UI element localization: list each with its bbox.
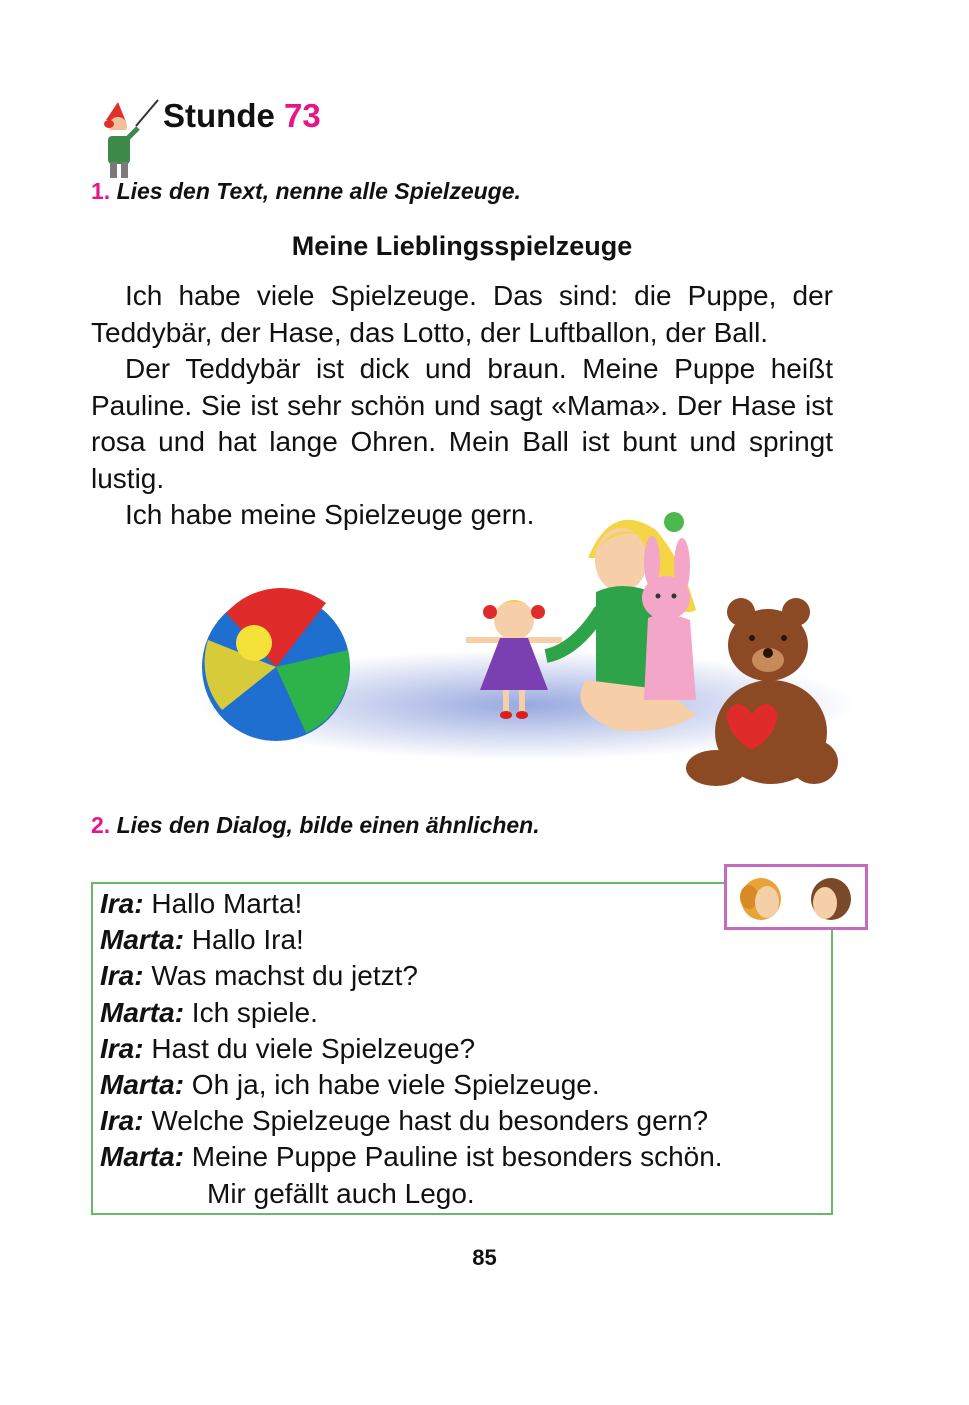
speaker-name: Ira: bbox=[100, 1032, 144, 1064]
dialog-text: Hallo Ira! bbox=[184, 924, 304, 956]
speaker-name: Marta: bbox=[100, 1069, 185, 1101]
speaker-name: Marta: bbox=[100, 1141, 185, 1173]
page-title bbox=[163, 96, 321, 136]
dialog-line bbox=[100, 1067, 820, 1103]
reading-paragraph-2: Der Teddybär ist dick und braun. Meine Puppe heißt Pauline. Sie ist sehr schön und sagt «Mama». Der Hase ist rosa und hat lange Ohren. Mein Ball ist bunt und springt lustig. bbox=[91, 353, 833, 494]
task-1-number: 1. bbox=[91, 178, 111, 204]
task-1-instruction bbox=[91, 177, 521, 205]
dialog-line bbox=[100, 1139, 820, 1175]
dialog-text: Hallo Marta! bbox=[143, 888, 303, 919]
dialog-text: Was machst du jetzt? bbox=[143, 960, 418, 992]
speaker-name: Marta: bbox=[100, 924, 185, 956]
dialog-continuation: Mir gefällt auch Lego. bbox=[207, 1177, 475, 1209]
task-1-text: Lies den Text, nenne alle Spielzeuge. bbox=[116, 178, 521, 204]
reading-paragraph-3: Ich habe meine Spielzeuge gern. bbox=[125, 499, 535, 530]
two-faces-icon bbox=[727, 867, 865, 927]
speaker-name: Ira: bbox=[100, 1105, 144, 1137]
dialog-faces-icon bbox=[724, 864, 868, 930]
page-number: 85 bbox=[472, 1245, 497, 1270]
speaker-name: Ira: bbox=[100, 888, 144, 919]
ball-icon bbox=[202, 588, 350, 741]
dialog-line bbox=[100, 886, 820, 922]
reading-paragraph-1: Ich habe viele Spielzeuge. Das sind: die Puppe, der Teddybär, der Hase, das Lotto, der Luftballon, der Ball. bbox=[91, 280, 833, 348]
task-2-instruction bbox=[91, 811, 540, 839]
reading-heading: Meine Lieblingsspielzeuge bbox=[291, 231, 633, 261]
dialog-line bbox=[100, 958, 820, 994]
dialog-text: Oh ja, ich habe viele Spielzeuge. bbox=[184, 1069, 600, 1101]
gnome-with-pointer-icon bbox=[96, 96, 166, 180]
task-2-number: 2. bbox=[91, 812, 111, 838]
dialog-line bbox=[100, 922, 820, 958]
dialog-text: Hast du viele Spielzeuge? bbox=[143, 1032, 476, 1064]
dialog-text: Ich spiele. bbox=[184, 996, 318, 1028]
dialog-line bbox=[100, 995, 820, 1031]
dialog-lines bbox=[100, 886, 820, 1212]
dialog-text: Welche Spielzeuge hast du besonders gern? bbox=[143, 1105, 709, 1137]
speaker-name: Ira: bbox=[100, 960, 144, 992]
dialog-line bbox=[100, 1103, 820, 1139]
task-2-text: Lies den Dialog, bilde einen ähnlichen. bbox=[116, 812, 540, 838]
speaker-name: Marta: bbox=[100, 996, 185, 1028]
lesson-number: 73 bbox=[284, 97, 321, 134]
reading-text bbox=[91, 278, 833, 534]
toys-illustration bbox=[196, 500, 852, 792]
dialog-line bbox=[100, 1031, 820, 1067]
dialog-text: Meine Puppe Pauline ist besonders schön. bbox=[184, 1141, 723, 1173]
title-word: Stunde bbox=[163, 97, 275, 134]
